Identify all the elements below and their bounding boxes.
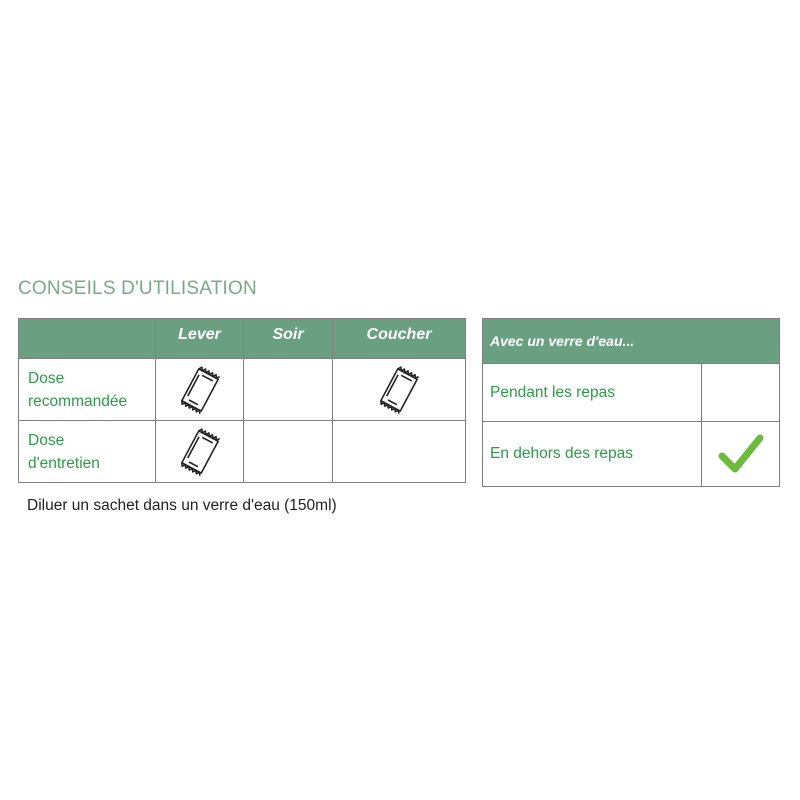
cell-soir (244, 359, 333, 421)
cell-coucher (333, 421, 466, 483)
label-line: Dose (28, 431, 65, 449)
header-lever: Lever (156, 319, 244, 359)
label-line: d'entretien (28, 454, 100, 472)
label-line: recommandée (28, 392, 128, 410)
water-header-row (483, 319, 780, 364)
row-label-pendant-repas: Pendant les repas (483, 364, 702, 422)
label-line: Dose (28, 369, 65, 387)
cell-lever (156, 421, 244, 483)
sachet-icon (175, 363, 225, 417)
header-soir: Soir (244, 319, 333, 359)
table-row (19, 421, 466, 483)
cell-coucher (333, 359, 466, 421)
row-label-dehors-repas: En dehors des repas (483, 422, 702, 487)
table-row (483, 364, 780, 422)
cell-dehors-repas (702, 422, 780, 487)
header-empty (19, 319, 156, 359)
water-header: Avec un verre d'eau... (483, 319, 780, 364)
sachet-icon (374, 363, 424, 417)
water-table (482, 318, 780, 487)
dosage-table (18, 318, 466, 483)
sachet-icon (175, 425, 225, 479)
cell-pendant-repas (702, 364, 780, 422)
dosage-header-row (19, 319, 466, 359)
cell-soir (244, 421, 333, 483)
row-label-dose-entretien (19, 421, 156, 483)
table-row (19, 359, 466, 421)
page-title: CONSEILS D'UTILISATION (18, 278, 257, 299)
check-icon (718, 432, 764, 476)
table-row (483, 422, 780, 487)
header-coucher: Coucher (333, 319, 466, 359)
dilution-note: Diluer un sachet dans un verre d'eau (150ml) (27, 497, 337, 514)
cell-lever (156, 359, 244, 421)
row-label-dose-recommandee (19, 359, 156, 421)
